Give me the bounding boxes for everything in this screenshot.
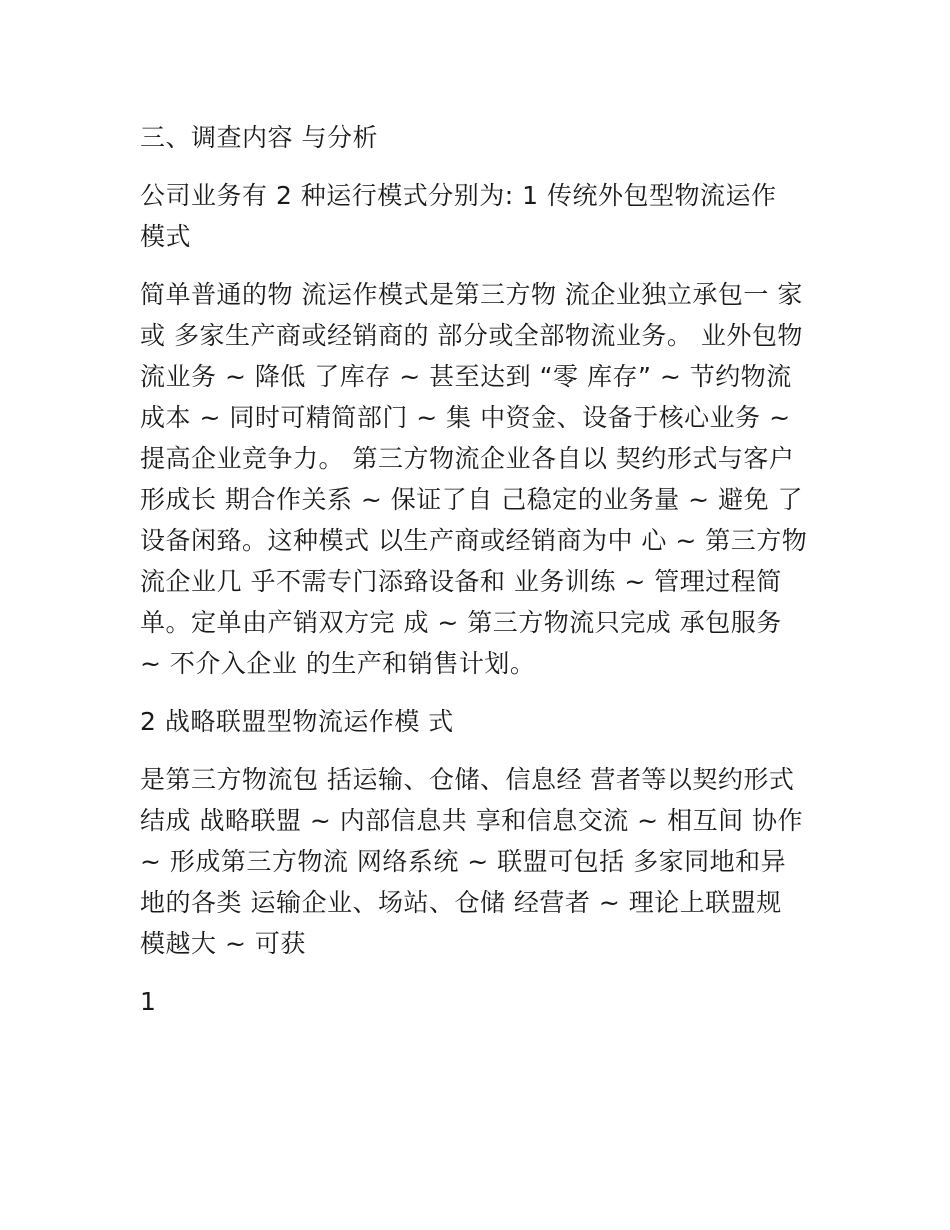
- paragraph-mode-intro: 公司业务有 2 种运行模式分别为: 1 传统外包型物流运作 模式: [140, 181, 777, 251]
- document-body: [140, 117, 808, 1039]
- page-number: 1: [140, 987, 157, 1016]
- paragraph-alliance-heading: 2 战略联盟型物流运作模 式: [140, 707, 454, 736]
- paragraph-alliance-mode: 是第三方物流包 括运输、仓储、信息经 营者等以契约形式结成 战略联盟 ~ 内部信息共 享和信息交流 ~ 相互间 协作 ~ 形成第三方物流 网络系统 ~ 联盟可包括 多家同地和异地的各类 运输企业、场站、仓储 经营者 ~ 理论上联盟规 模越大 ~ 可获: [140, 765, 804, 958]
- paragraph-outsourcing-mode: 简单普通的物 流运作模式是第三方物 流企业独立承包一 家或 多家生产商或经销商的 部分或全部物流业务。 业外包物流业务 ~ 降低 了库存 ~ 甚至达到 “零 库存” ~ 节约物流成本 ~ 同时可精简部门 ~ 集 中资金、设备于核心业务 ~ 提高企业竞争力。 第三方物流企业各自以 契约形式与客户形成长 期合作关系 ~ 保证了自 己稳定的业务量 ~ 避免 了设备闲臵。这种模式 以生产商或经销商为中 心 ~ 第三方物流企业几 乎不需专门添臵设备和 业务训练 ~ 管理过程简 单。定单由产销双方完 成 ~ 第三方物流只完成 承包服务 ~ 不介入企业 的生产和销售计划。: [140, 280, 808, 678]
- section-heading: 三、调查内容 与分析: [140, 123, 378, 152]
